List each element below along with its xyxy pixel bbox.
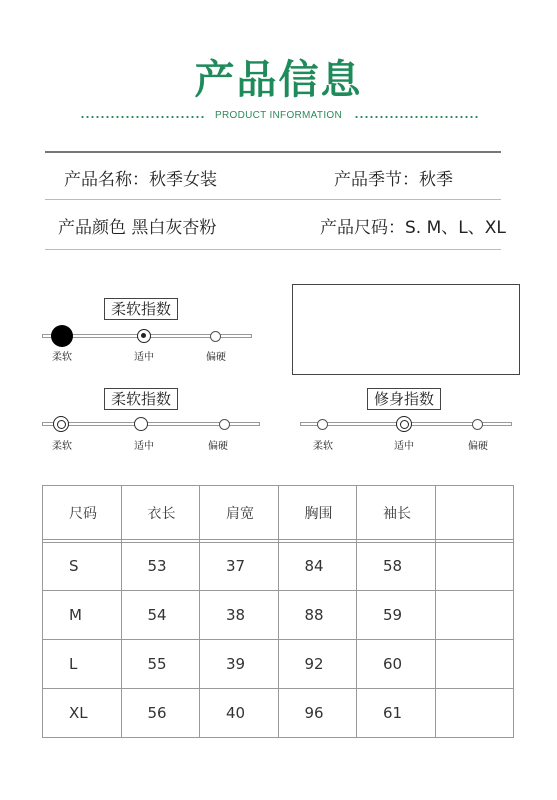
scale-label: 适中 [134, 441, 154, 452]
table-header-cell: 衣长 [121, 486, 200, 540]
size-table [42, 485, 514, 738]
scale-label: 柔软 [313, 441, 333, 452]
table-cell: 92 [278, 640, 357, 689]
scale-label: 适中 [394, 441, 414, 452]
table-cell: 37 [200, 542, 279, 591]
table-cell: 39 [200, 640, 279, 689]
table-cell: S [43, 542, 122, 591]
table-cell: 59 [357, 591, 436, 640]
table-cell [435, 591, 514, 640]
scale-marker [472, 419, 483, 430]
table-cell: 55 [121, 640, 200, 689]
scale-label: 偏硬 [208, 441, 228, 452]
dotted-divider-right [354, 116, 479, 118]
table-cell: 61 [357, 689, 436, 738]
scale-marker [317, 419, 328, 430]
table-header-row [43, 486, 514, 540]
softness-index-title: 柔软指数 [104, 298, 178, 320]
table-cell: 60 [357, 640, 436, 689]
page-subtitle: PRODUCT INFORMATION [215, 110, 342, 121]
page-title: 产品信息 [194, 57, 363, 103]
image-frame [292, 284, 520, 375]
table-cell: 38 [200, 591, 279, 640]
table-cell: M [43, 591, 122, 640]
scale-marker-selected [396, 416, 412, 432]
scale-marker-selected [51, 325, 73, 347]
table-cell [435, 689, 514, 738]
table-cell: 96 [278, 689, 357, 738]
product-season: 产品季节：秋季 [334, 170, 453, 190]
table-cell: 84 [278, 542, 357, 591]
product-sizes: 产品尺码：S. M、L、XL [320, 218, 506, 238]
table-header-cell: 尺码 [43, 486, 122, 540]
scale-marker [137, 329, 151, 343]
table-cell [435, 640, 514, 689]
scale-marker [210, 331, 221, 342]
dotted-divider-left [80, 116, 205, 118]
product-colors: 产品颜色 黑白灰杏粉 [58, 218, 217, 238]
table-cell: 53 [121, 542, 200, 591]
table-header-cell: 胸围 [278, 486, 357, 540]
divider [45, 199, 501, 200]
table-cell: 88 [278, 591, 357, 640]
scale-marker-selected [53, 416, 69, 432]
table-header-cell: 肩宽 [200, 486, 279, 540]
divider [45, 249, 501, 250]
table-cell: 56 [121, 689, 200, 738]
scale-label: 适中 [134, 352, 154, 363]
table-header-cell [435, 486, 514, 540]
scale-marker [134, 417, 148, 431]
product-name: 产品名称：秋季女装 [64, 170, 217, 190]
table-cell: 54 [121, 591, 200, 640]
scale-label: 柔软 [52, 352, 72, 363]
table-row [43, 591, 514, 640]
table-cell: 58 [357, 542, 436, 591]
scale-label: 柔软 [52, 441, 72, 452]
table-cell [435, 542, 514, 591]
table-row [43, 640, 514, 689]
table-row [43, 689, 514, 738]
table-row [43, 542, 514, 591]
fit-index-title: 修身指数 [367, 388, 441, 410]
softness-index-title-2: 柔软指数 [104, 388, 178, 410]
scale-marker [219, 419, 230, 430]
divider [45, 151, 501, 153]
subtitle-line [0, 110, 557, 124]
scale-label: 偏硬 [206, 352, 226, 363]
table-header-cell: 袖长 [357, 486, 436, 540]
table-cell: 40 [200, 689, 279, 738]
table-cell: L [43, 640, 122, 689]
table-cell: XL [43, 689, 122, 738]
scale-label: 偏硬 [468, 441, 488, 452]
